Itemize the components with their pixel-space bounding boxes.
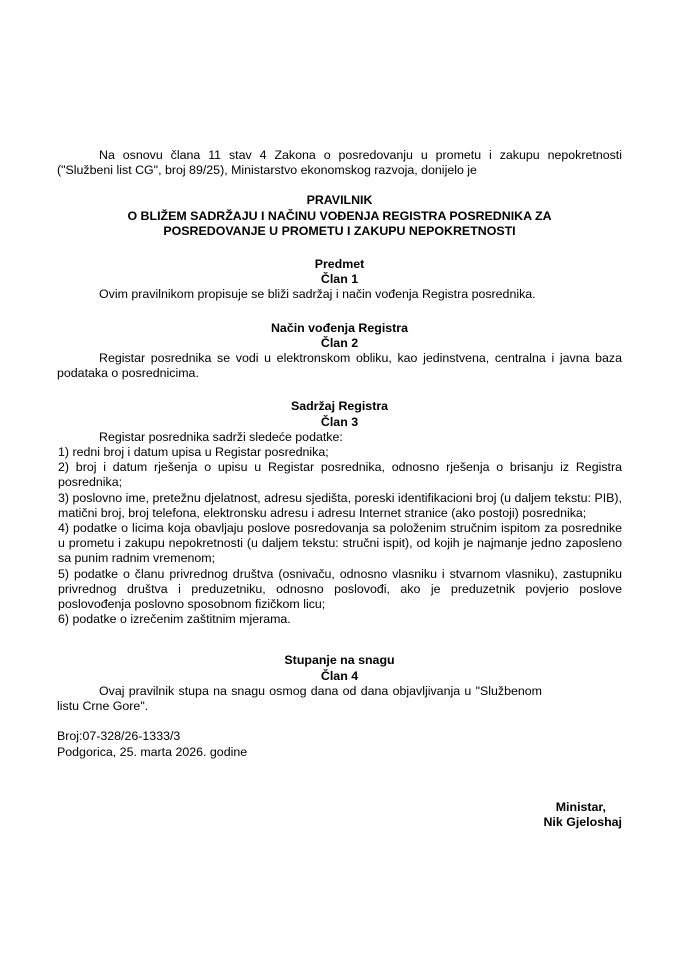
- section-heading: Stupanje na snagu: [284, 653, 395, 668]
- signature-block: [57, 800, 622, 830]
- article-text: Ovaj pravilnik stupa na snagu osmog dana od dana objavljivanja u "Službenom listu Crne Gore".: [57, 683, 542, 714]
- article-number: Član 3: [320, 414, 359, 429]
- article-text: Registar posrednika sadrži sledeće podatke:: [99, 429, 343, 444]
- list-item: 3) poslovno ime, pretežnu djelatnost, adresu sjedišta, poreski identifikacioni broj (u daljem tekstu: PIB), matični broj, broj telefona, elektronsku adresu i adresu Internet stranice (ako postoji) posrednika;: [58, 490, 622, 520]
- signatory-title: Ministar,: [555, 799, 606, 814]
- section-heading: Način vođenja Registra: [270, 320, 409, 335]
- document-body: [57, 148, 622, 830]
- title-line-1: PRAVILNIK: [306, 193, 373, 208]
- section-heading: Predmet: [314, 257, 365, 272]
- section-stupanje-na-snagu: [57, 653, 622, 714]
- article-number: Član 1: [320, 272, 359, 287]
- title-line-2: O BLIŽEM SADRŽAJU I NAČINU VOĐENJA REGISTRA POSREDNIKA ZA: [127, 208, 552, 223]
- section-sadrzaj-registra: [57, 399, 622, 627]
- article-text: Ovim pravilnikom propisuje se bliži sadržaj i način vođenja Registra posrednika.: [99, 287, 536, 302]
- list-item: 1) redni broj i datum upisa u Registar posrednika;: [58, 445, 329, 460]
- list-item: 4) podatke o licima koja obavljaju poslove posredovanja sa položenim stručnim ispitom za posrednike u prometu i zakupu nepokretnosti (u daljem tekstu: stručni ispit), od kojih je najmanje jedno zaposleno sa punim radnim vremenom;: [58, 521, 622, 566]
- section-heading: Sadržaj Registra: [290, 399, 389, 414]
- document-title: [57, 193, 622, 239]
- article-number: Član 2: [320, 335, 359, 350]
- list-item: 2) broj i datum rješenja o upisu u Registar posrednika, odnosno rješenja o brisanju iz Registra posrednika;: [58, 460, 622, 490]
- document-number: Broj:07-328/26-1333/3: [57, 729, 181, 744]
- list-item: 6) podatke o izrečenim zaštitnim mjerama.: [58, 612, 291, 627]
- section-predmet: [57, 257, 622, 303]
- article-text: Registar posrednika se vodi u elektronskom obliku, kao jedinstvena, centralna i javna baza podataka o posrednicima.: [57, 351, 622, 381]
- preamble: Na osnovu člana 11 stav 4 Zakona o posredovanju u prometu i zakupu nepokretnosti ("Službeni list CG", broj 89/25), Ministarstvo ekonomskog razvoja, donijelo je: [57, 148, 622, 178]
- article-number: Član 4: [320, 668, 359, 683]
- signatory-name: Nik Gjeloshaj: [543, 814, 622, 829]
- list-item: 5) podatke o članu privrednog društva (osnivaču, odnosno vlasniku i stvarnom vlasniku), zastupniku privrednog društva i preduzetniku, odnosno poslovođi, ako je preduzetnik povjerio poslove poslovođenja poslovno sposobnom fizičkom licu;: [58, 566, 622, 612]
- title-line-3: POSREDOVANJE U PROMETU I ZAKUPU NEPOKRETNOSTI: [163, 223, 516, 238]
- place-and-date: Podgorica, 25. marta 2026. godine: [57, 744, 248, 759]
- section-nacin-vodjenja: [57, 321, 622, 382]
